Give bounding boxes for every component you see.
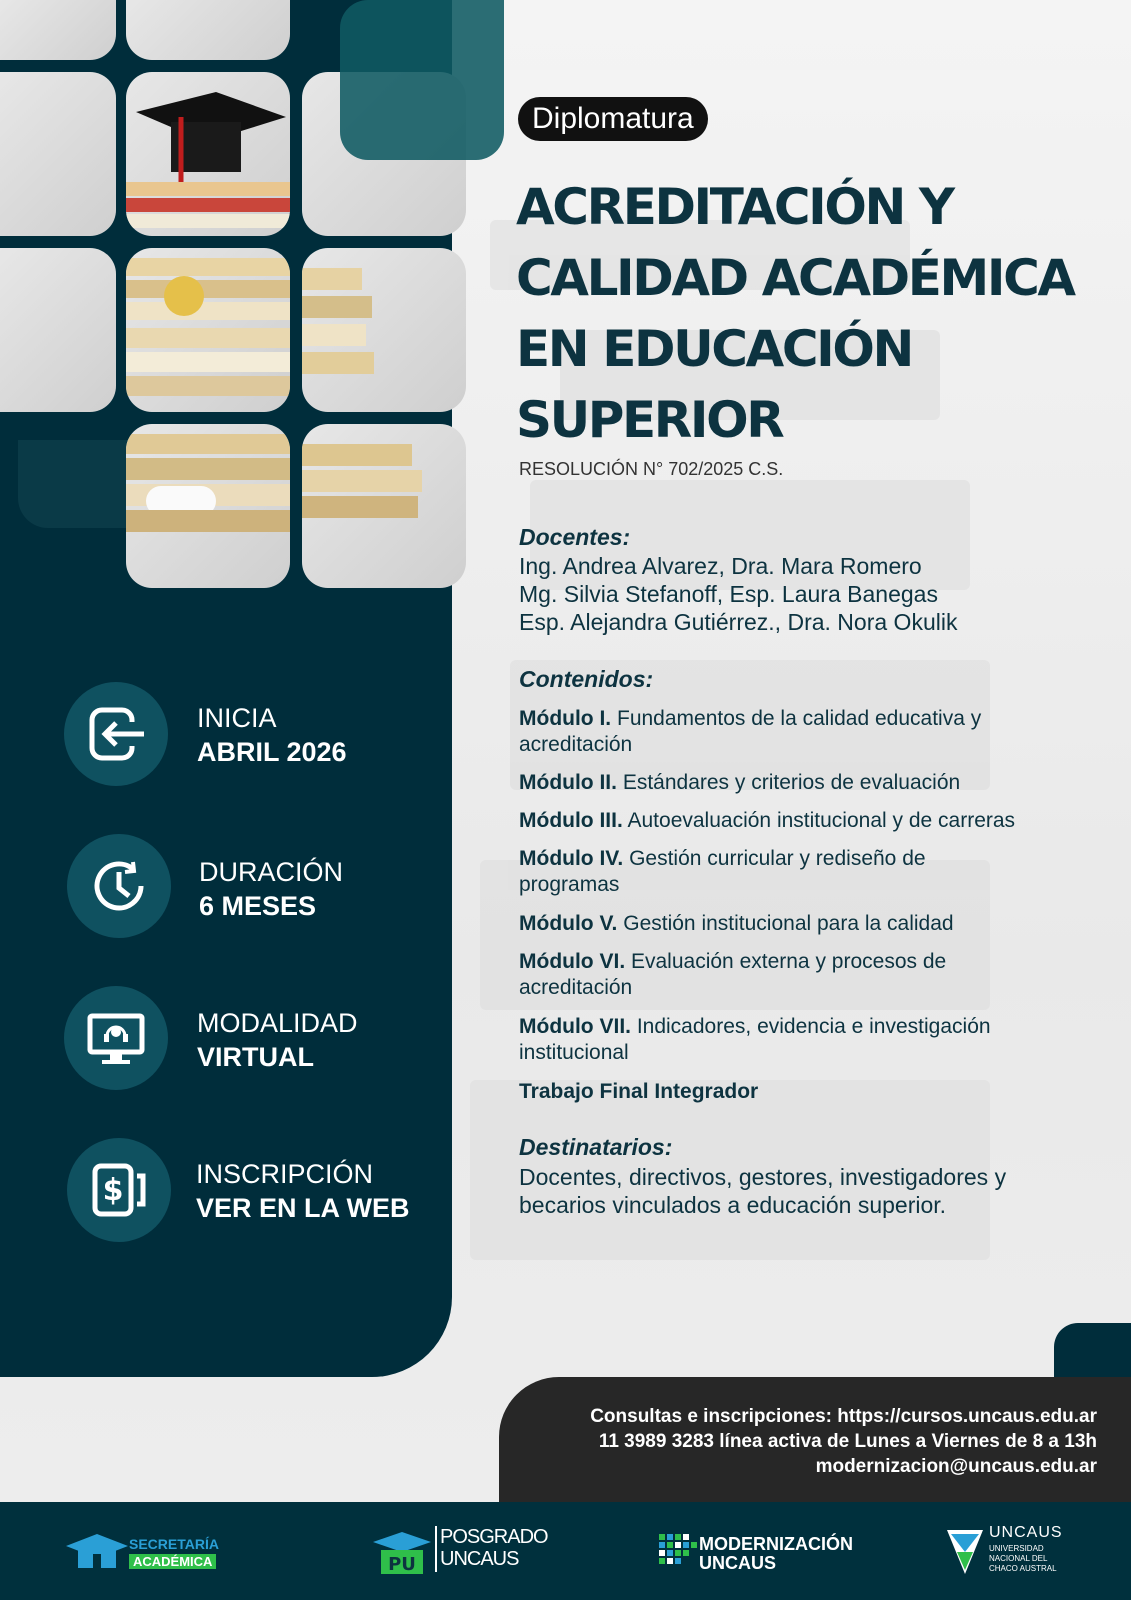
docentes-line: Mg. Silvia Stefanoff, Esp. Laura Banegas: [519, 581, 938, 607]
module-label: Módulo II.: [519, 771, 617, 794]
module-text: acreditación: [519, 976, 633, 999]
module-item: [519, 1014, 1079, 1066]
module-label: Módulo V.: [519, 912, 618, 935]
logo-subtext-line: UNIVERSIDAD: [989, 1544, 1044, 1553]
logo-subtext-line: NACIONAL DEL: [989, 1554, 1048, 1563]
contact-box: [499, 1377, 1131, 1502]
module-text: acreditación: [519, 733, 633, 756]
photo-tile: [126, 424, 290, 588]
module-label: Módulo VI.: [519, 950, 626, 973]
module-item: [519, 911, 1079, 937]
info-icon-circle: [64, 986, 168, 1090]
module-item: [519, 808, 1079, 834]
pixel-grid-icon: [659, 1534, 697, 1570]
module-text: institucional: [519, 1041, 629, 1064]
clock-icon: [89, 856, 149, 916]
info-label: MODALIDAD: [197, 1008, 358, 1038]
module-label: Módulo I.: [519, 707, 612, 730]
diploma-icon: [126, 424, 290, 588]
photo-tile: [0, 248, 116, 412]
module-text: Evaluación externa y procesos de: [631, 950, 947, 973]
module-label: Módulo VII.: [519, 1015, 631, 1038]
contact-phone[interactable]: 11 3989 3283 línea activa de Lunes a Viernes de 8 a 13h: [598, 1431, 1097, 1452]
books-icon: [302, 248, 466, 412]
books-icon: [302, 424, 466, 588]
title-line: SUPERIOR: [516, 391, 783, 449]
uncaus-logo: [947, 1502, 1077, 1600]
module-text: Fundamentos de la calidad educativa y: [617, 707, 982, 730]
info-label: INICIA: [197, 703, 277, 733]
contenidos-heading: Contenidos:: [519, 666, 654, 692]
module-item: [519, 770, 1079, 796]
photo-tile: [302, 248, 466, 412]
logo-text: MODERNIZACIÓN: [699, 1534, 853, 1554]
logo-text: UNCAUS: [989, 1524, 1063, 1541]
docentes-line: Ing. Andrea Alvarez, Dra. Mara Romero: [519, 553, 922, 579]
photo-tile: [302, 424, 466, 588]
module-text: Gestión curricular y rediseño de: [629, 847, 926, 870]
module-text: Estándares y criterios de evaluación: [622, 771, 961, 794]
resolution-number: RESOLUCIÓN N° 702/2025 C.S.: [519, 459, 784, 479]
program-type-badge: Diplomatura: [518, 97, 708, 141]
destinatarios-line: becarios vinculados a educación superior.: [519, 1192, 947, 1218]
module-text: Autoevaluación institucional y de carreras: [627, 809, 1016, 832]
footer-logos-bar: [0, 1502, 1131, 1600]
logo-text: ACADÉMICA: [129, 1554, 216, 1569]
photo-tile: [126, 72, 290, 236]
module-text: programas: [519, 873, 620, 896]
graduation-cap-icon: [373, 1530, 431, 1576]
module-item: [519, 846, 1079, 898]
graduation-cap-icon: [126, 72, 290, 236]
info-label: DURACIÓN: [199, 857, 344, 887]
module-item: [519, 949, 1079, 1001]
logo-mark: PU: [388, 1554, 416, 1575]
final-work-item: Trabajo Final Integrador: [519, 1080, 759, 1103]
contact-url[interactable]: Consultas e inscripciones: https://cursos.uncaus.edu.ar: [590, 1406, 1097, 1427]
docentes-line: Esp. Alejandra Gutiérrez., Dra. Nora Okulik: [519, 609, 958, 635]
modernizacion-uncaus-logo: [659, 1502, 859, 1600]
photo-tile: [126, 248, 290, 412]
dollar-phone-icon: [89, 1160, 149, 1220]
contact-corner-accent: [1054, 1323, 1131, 1383]
graduation-cap-icon: [66, 1532, 128, 1572]
destinatarios-line: Docentes, directivos, gestores, investigadores y: [519, 1164, 1007, 1190]
module-text: Gestión institucional para la calidad: [623, 912, 954, 935]
docentes-heading: Docentes:: [519, 524, 631, 550]
uncaus-shield-icon: [947, 1530, 983, 1574]
destinatarios-heading: Destinatarios:: [519, 1134, 673, 1160]
info-icon-circle: [64, 682, 168, 786]
title-line: CALIDAD ACADÉMICA: [516, 249, 1074, 307]
info-icon-circle: [67, 1138, 171, 1242]
info-value: 6 MESES: [199, 891, 317, 921]
login-arrow-icon: [86, 704, 146, 764]
logo-text: POSGRADO: [440, 1526, 548, 1548]
title-line: ACREDITACIÓN Y: [516, 178, 953, 236]
info-icon-circle: [67, 834, 171, 938]
title-line: EN EDUCACIÓN: [516, 320, 912, 378]
teal-accent-square: [340, 0, 504, 160]
logo-text: UNCAUS: [699, 1553, 777, 1573]
photo-tile: [126, 0, 290, 60]
info-value: ABRIL 2026: [197, 737, 347, 767]
posgrado-uncaus-logo: [373, 1502, 548, 1600]
module-label: Módulo IV.: [519, 847, 624, 870]
photo-tile: [0, 72, 116, 236]
monitor-headset-icon: [86, 1008, 146, 1068]
contact-email[interactable]: modernizacion@uncaus.edu.ar: [815, 1456, 1097, 1477]
page-title: [516, 172, 1116, 456]
module-label: Módulo III.: [519, 809, 623, 832]
logo-text: SECRETARÍA: [129, 1536, 219, 1552]
info-value: VIRTUAL: [197, 1042, 314, 1072]
info-label: INSCRIPCIÓN: [196, 1159, 374, 1189]
logo-subtext-line: CHACO AUSTRAL: [989, 1564, 1057, 1573]
secretaria-academica-logo: [66, 1502, 236, 1600]
books-medal-icon: [126, 248, 290, 412]
module-item: [519, 706, 1079, 758]
module-text: Indicadores, evidencia e investigación: [636, 1015, 991, 1038]
svg-text:$: $: [102, 1173, 124, 1208]
logo-text: UNCAUS: [440, 1548, 519, 1570]
logo-subtext: [989, 1544, 1057, 1574]
info-value: VER EN LA WEB: [196, 1193, 410, 1223]
photo-tile: [0, 0, 116, 60]
